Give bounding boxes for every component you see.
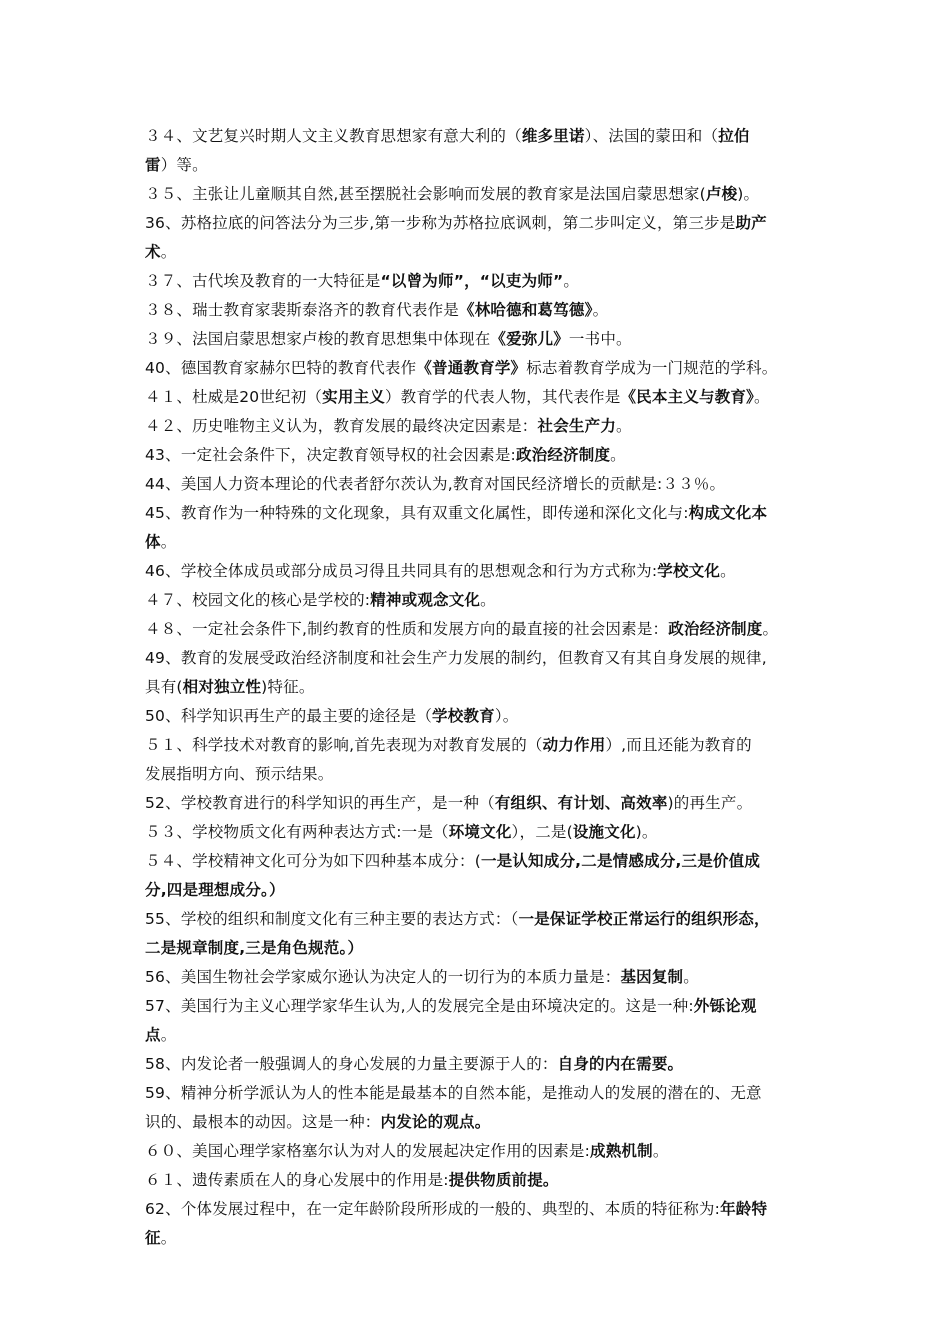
text-line [145,702,815,731]
body-text: ）等。 [160,156,208,174]
bold-answer-text: 学校教育 [432,707,495,725]
body-text: 40、德国教育家赫尔巴特的教育代表作 [145,359,417,377]
bold-answer-text: 有组织、有计划、高效率 [494,794,668,812]
body-text: 52、学校教育进行的科学知识的再生产，是一种（ [145,794,495,812]
text-line [145,238,815,267]
text-line [145,383,815,412]
body-text: ）,而且还能为教育的 [605,736,752,754]
body-text: ）、法国的蒙田和（ [584,127,719,145]
body-text: ３８、瑞士教育家裴斯泰洛齐的教育代表作是 [145,301,460,319]
bold-answer-text: 学校文化 [657,562,721,580]
body-text: ６０、美国心理学家格塞尔认为对人的发展起决定作用的因素是: [145,1142,591,1160]
body-text: ５３、学校物质文化有两种表达方式:一是（ [145,823,449,841]
body-text: 62、个体发展过程中，在一定年龄阶段所形成的一般的、典型的、本质的特征称为: [145,1200,721,1218]
text-line [145,470,815,499]
bold-answer-text: 外铄论观 [693,997,757,1015]
bold-answer-text: 《普通教育学》 [416,359,527,377]
body-text: 。 [610,446,626,464]
text-line [145,818,815,847]
body-text: 58、内发论者一般强调人的身心发展的力量主要源于人的： [145,1055,558,1073]
body-text: 45、教育作为一种特殊的文化现象，具有双重文化属性，即传递和深化文化与: [145,504,689,522]
bold-answer-text: 二是规章制度,三是角色规范。） [145,939,364,957]
body-text: 55、学校的组织和制度文化有三种主要的表达方式：（ [145,910,519,928]
bold-answer-text: 体 [145,533,161,551]
bold-answer-text: 《民本主义与教育》 [620,388,755,406]
text-line [145,1050,815,1079]
text-line [145,847,815,876]
body-text: ３４、文艺复兴时期人文主义教育思想家有意大利的（ [145,127,522,145]
bold-answer-text: 术 [145,243,161,261]
body-text: 46、学校全体成员或部分成员习得且共同具有的思想观念和行为方式称为: [145,562,658,580]
bold-answer-text: 卢梭 [705,185,738,203]
body-text: 49、教育的发展受政治经济制度和社会生产力发展的制约，但教育又有其自身发展的规律, [145,649,767,667]
body-text: 36、苏格拉底的问答法分为三步,第一步称为苏格拉底讽刺，第二步叫定义，第三步是 [145,214,736,232]
text-line [145,615,815,644]
body-text: 。 [592,301,609,319]
body-text: 59、精神分析学派认为人的性本能是最基本的自然本能，是推动人的发展的潜在的、无意 [145,1084,762,1102]
text-line [145,1079,815,1108]
body-text: )特征。 [261,678,315,696]
body-text: 。 [480,591,496,609]
body-text: 50、科学知识再生产的最主要的途径是（ [145,707,433,725]
body-text: 。 [160,1229,177,1247]
body-text: 。 [754,388,770,406]
text-line [145,1166,815,1195]
text-line [145,760,815,789]
text-line [145,1021,815,1050]
text-line [145,180,815,209]
text-line [145,789,815,818]
bold-answer-text: 精神或观念文化 [370,591,481,609]
text-line [145,354,815,383]
body-text: 。 [616,417,632,435]
body-text: ３５、主张让儿童顺其自然,甚至摆脱社会影响而发展的教育家是法国启蒙思想家( [145,185,706,203]
body-text: 56、美国生物社会学家威尔逊认为决定人的一切行为的本质力量是： [145,968,621,986]
bold-answer-text: 成熟机制 [590,1142,653,1160]
text-line [145,586,815,615]
body-text: )的再生产。 [667,794,753,812]
text-line [145,325,815,354]
body-text: 。 [720,562,736,580]
bold-answer-text: 分,四是理想成分。） [145,881,285,899]
bold-answer-text: 社会生产力 [537,417,617,435]
body-text: ５１、科学技术对教育的影响,首先表现为对教育发展的（ [145,736,543,754]
body-text: 57、美国行为主义心理学家华生认为,人的发展完全是由环境决定的。这是一种: [145,997,694,1015]
bold-answer-text: 自身的内在需要。 [557,1055,684,1073]
bold-answer-text: 实用主义 [322,388,385,406]
text-line [145,267,815,296]
text-line [145,905,815,934]
body-text: 。 [160,243,177,261]
body-text: ６１、遗传素质在人的身心发展中的作用是: [145,1171,449,1189]
body-text: 44、美国人力资本理论的代表者舒尔茨认为,教育对国民经济增长的贡献是:３３％。 [145,475,726,493]
text-line [145,1108,815,1137]
bold-answer-text: 点 [145,1026,161,1044]
text-line [145,441,815,470]
text-line [145,963,815,992]
bold-answer-text: 提供物质前提。 [448,1171,559,1189]
bold-answer-text: “以曾为师”，“以吏为师” [380,272,564,290]
body-text: ４７、校园文化的核心是学校的: [145,591,371,609]
bold-answer-text: 基因复制 [620,968,684,986]
body-text: ）教育学的代表人物，其代表作是 [384,388,621,406]
bold-answer-text: 征 [145,1229,161,1247]
body-text: ５４、学校精神文化可分为如下四种基本成分：( [145,852,481,870]
body-text: 。 [563,272,580,290]
text-line [145,1137,815,1166]
body-text: 识的、最根本的动因。这是一种： [145,1113,381,1131]
bold-answer-text: 雷 [145,156,161,174]
text-line [145,876,815,905]
text-line [145,934,815,963]
body-text: 发展指明方向、预示结果。 [145,765,334,783]
body-text: ４２、历史唯物主义认为，教育发展的最终决定因素是： [145,417,538,435]
bold-answer-text: 动力作用 [542,736,606,754]
text-line [145,499,815,528]
text-line [145,209,815,238]
bold-answer-text: 年龄特 [720,1200,768,1218]
body-text: ３７、古代埃及教育的一大特征是 [145,272,381,290]
body-text: )。 [737,185,760,203]
text-line [145,151,815,180]
body-text: ４１、杜威是20世纪初（ [145,388,323,406]
bold-answer-text: 政治经济制度 [515,446,611,464]
bold-answer-text: 政治经济制度 [668,620,763,638]
bold-answer-text: 构成文化本 [688,504,768,522]
bold-answer-text: 设施文化 [572,823,636,841]
text-line [145,528,815,557]
body-text: 一书中。 [568,330,632,348]
text-line [145,1195,815,1224]
body-text: ３９、法国启蒙思想家卢梭的教育思想集中体现在 [145,330,491,348]
bold-answer-text: 相对独立性 [182,678,262,696]
text-line [145,1224,815,1253]
body-text: ）。 [494,707,519,725]
bold-answer-text: 拉伯 [718,127,750,145]
body-text: 。 [652,1142,669,1160]
body-text: 标志着教育学成为一门规范的学科。 [526,359,778,377]
body-text: 。 [160,1026,177,1044]
body-text: 。 [762,620,779,638]
bold-answer-text: 助产 [735,214,767,232]
body-text: 具有( [145,678,183,696]
text-line [145,296,815,325]
bold-answer-text: 《林哈德和葛笃德》 [459,301,593,319]
text-line [145,412,815,441]
body-text: 。 [683,968,699,986]
document-body [145,122,815,1253]
text-line [145,673,815,702]
text-line [145,122,815,151]
body-text: ４８、一定社会条件下,制约教育的性质和发展方向的最直接的社会因素是： [145,620,669,638]
text-line [145,644,815,673]
bold-answer-text: 维多里诺 [521,127,585,145]
bold-answer-text: 一是认知成分,二是情感成分,三是价值成 [480,852,761,870]
text-line [145,731,815,760]
body-text: 43、一定社会条件下，决定教育领导权的社会因素是: [145,446,516,464]
bold-answer-text: 内发论的观点。 [380,1113,491,1131]
text-line [145,992,815,1021]
body-text: 。 [160,533,177,551]
bold-answer-text: 《爱弥儿》 [490,330,569,348]
body-text: )。 [635,823,658,841]
body-text: ），二是( [511,823,573,841]
bold-answer-text: 一是保证学校正常运行的组织形态， [518,910,770,928]
bold-answer-text: 环境文化 [448,823,512,841]
text-line [145,557,815,586]
